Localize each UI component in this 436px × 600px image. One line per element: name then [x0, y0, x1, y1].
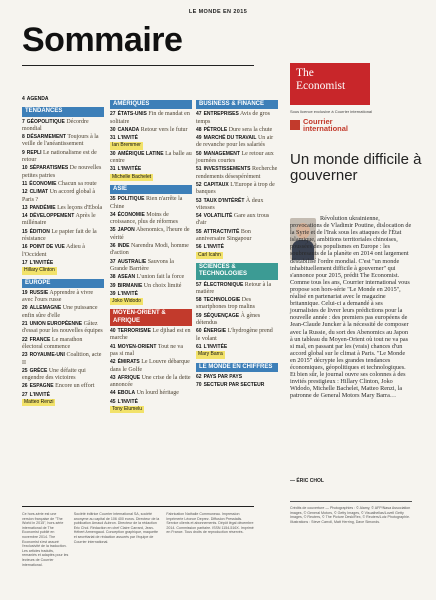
courrier-international-logo	[290, 118, 348, 132]
toc-page-number: 34	[110, 211, 116, 218]
toc-page-number: 22	[22, 336, 28, 343]
toc-item-heading: TERRORISME	[117, 328, 151, 335]
logo-line-2: Economist	[296, 80, 346, 92]
toc-item-heading: L'INVITÉ	[203, 244, 224, 251]
toc-item[interactable]	[196, 313, 278, 328]
toc-page-number: 27	[110, 111, 116, 118]
toc-item[interactable]	[110, 196, 192, 211]
toc-item-text: Narendra Modi, homme d'action	[110, 243, 189, 257]
toc-page-number: 19	[22, 289, 28, 296]
toc-item-text: Décordre mondial	[22, 118, 89, 132]
toc-page-number: 53	[196, 197, 202, 204]
toc-item[interactable]	[196, 213, 278, 228]
toc-page-number: 50	[196, 150, 202, 157]
toc-item[interactable]	[22, 321, 104, 336]
toc-item-text: Un accord global à Paris ?	[22, 189, 96, 203]
toc-item-heading: DÉVELOPPEMENT	[29, 213, 75, 220]
toc-page-number: 38	[110, 274, 116, 281]
toc-page-number: 40	[110, 328, 116, 335]
toc-item-text: Avis de gros temps	[196, 111, 270, 125]
toc-page-number: 61	[196, 343, 202, 350]
toc-item[interactable]	[110, 243, 192, 258]
toc-item[interactable]	[110, 283, 192, 290]
toc-item[interactable]	[22, 305, 104, 320]
toc-page-number: 11	[22, 180, 28, 187]
license-note: Sous licence exclusive à Courrier international	[290, 109, 373, 114]
toc-item[interactable]	[196, 328, 278, 343]
toc-page-number: 54	[196, 213, 202, 220]
toc-page-number: 10	[22, 165, 28, 172]
toc-page-number: 37	[110, 258, 116, 265]
toc-item-heading: L'INVITÉ	[117, 135, 138, 142]
toc-item-text: Le marathon électoral commence	[22, 336, 83, 350]
toc-item-text: Le nationalisme est de retour	[22, 149, 97, 164]
toc-page-number: 35	[110, 196, 116, 203]
toc-item[interactable]	[22, 352, 104, 367]
toc-item-heading: SÉQUENÇAGE	[203, 312, 240, 319]
section-header: MOYEN-ORIENT & AFRIQUE	[110, 309, 192, 326]
toc-item-text: Le djihad est en marche	[110, 328, 191, 342]
section-header: AMÉRIQUES	[110, 100, 192, 109]
toc-page-number: 70	[196, 382, 202, 389]
toc-item-heading: DÉSARMEMENT	[26, 134, 66, 141]
toc-page-number: 51	[196, 166, 202, 173]
toc-item-heading: SÉPARATISMES	[29, 165, 69, 172]
toc-item-heading: L'INVITÉE	[203, 343, 228, 350]
toc-item[interactable]	[22, 189, 104, 204]
toc-item-heading: INDE	[117, 243, 130, 250]
toc-item[interactable]	[110, 227, 192, 242]
toc-item-heading: L'INVITÉ	[117, 398, 138, 405]
toc-page-number: 15	[22, 228, 28, 235]
toc-page-number: 7	[22, 118, 25, 125]
toc-page-number: 45	[110, 398, 116, 405]
toc-item[interactable]	[110, 135, 192, 150]
toc-page-number: 13	[22, 204, 28, 211]
toc-item-heading: MARCHÉ DU TRAVAIL	[203, 135, 257, 142]
toc-item[interactable]	[110, 359, 192, 374]
toc-item[interactable]	[22, 165, 104, 180]
toc-page-number: 31	[110, 135, 116, 142]
toc-item-text: Les leçons d'Ebola	[57, 204, 103, 211]
toc-item[interactable]	[110, 390, 192, 397]
toc-item-heading: UNION EUROPÉENNE	[29, 321, 83, 328]
toc-item[interactable]	[110, 212, 192, 227]
toc-page-number: 26	[22, 383, 28, 390]
toc-item-heading: JAPON	[117, 227, 135, 234]
guest-name: Hillary Clinton	[24, 267, 55, 274]
toc-item-heading: ÉLECTRONIQUE	[203, 281, 244, 288]
toc-item[interactable]	[22, 290, 104, 305]
toc-item-heading: L'INVITÉ	[117, 290, 138, 297]
toc-item[interactable]	[196, 127, 278, 134]
toc-item-heading: VOLATILITÉ	[203, 213, 233, 220]
toc-page-number: 58	[196, 297, 202, 304]
toc-item[interactable]	[196, 244, 278, 259]
toc-column-2	[110, 96, 192, 414]
toc-item-text: Moins de croissance, plus de réformes	[110, 211, 178, 226]
toc-item[interactable]	[22, 150, 104, 165]
toc-item-text: De nouvelles petites patries	[22, 165, 102, 179]
toc-item-heading: PÉTROLE	[203, 126, 228, 133]
guest-name: Carl Icahn	[198, 251, 221, 258]
toc-item-text: Le papier fait de la résistance	[22, 228, 97, 243]
toc-item-text: Adieu à l'Occident	[22, 244, 85, 258]
toc-page-number: 43	[110, 374, 116, 381]
toc-item[interactable]	[22, 119, 104, 134]
toc-item[interactable]	[110, 151, 192, 166]
toc-item[interactable]	[110, 127, 192, 134]
toc-page-number: 39	[110, 282, 116, 289]
toc-item-heading: ESPAGNE	[29, 383, 54, 390]
toc-page-number: 47	[196, 111, 202, 118]
toc-item[interactable]	[196, 151, 278, 166]
toc-page-number: 31	[110, 166, 116, 173]
toc-page-number: 36	[110, 243, 116, 250]
toc-item-text: Bon anniversaire Singapour	[196, 228, 252, 243]
toc-item-text: Des smartphones trop malins	[196, 297, 255, 311]
toc-page-number: 27	[22, 391, 28, 398]
guest-name: Matteo Renzi	[24, 398, 54, 405]
toc-item[interactable]	[196, 166, 278, 181]
toc-item-heading: FRANCE	[29, 336, 51, 343]
toc-page-number: 56	[196, 244, 202, 251]
toc-item-heading: SECTEUR PAR SECTEUR	[203, 382, 265, 389]
toc-item-heading: CLIMAT	[29, 189, 49, 196]
legal-notice	[22, 506, 254, 567]
toc-item[interactable]	[22, 213, 104, 228]
toc-item[interactable]	[110, 344, 192, 359]
toc-item-heading: ÉCONOMIE	[117, 211, 145, 218]
toc-page-number: 41	[110, 343, 116, 350]
toc-item[interactable]	[22, 134, 104, 149]
cover-credits: Crédits de couverture — Photographies : © Alamy, © AFP/Nasa Association images, © General Motors, © Getty Images, © Visualhellas/Lovell Getty Images, © Reuters, © The Picture Desk/Rex, © Reuters/Lutz Photographie. Illustrations : Steve Carroll, Matt Herring, Dave Simonds.	[290, 501, 412, 524]
toc-item[interactable]	[110, 375, 192, 390]
toc-item-text: Retour vers le futur	[140, 126, 188, 133]
toc-item-heading: ALLEMAGNE	[29, 305, 62, 312]
toc-agenda[interactable]	[22, 96, 104, 103]
toc-item-text: Après le millénaire	[22, 213, 96, 227]
toc-item-text: Encore un effort	[55, 383, 95, 390]
toc-page-number: 30	[110, 126, 116, 133]
toc-item-text: L'Europe à trop de banques	[196, 181, 275, 196]
toc-item-text: Apprendre à vivre avec l'ours russe	[22, 289, 94, 304]
toc-item-heading: ÉNERGIE	[203, 328, 227, 335]
toc-item-text: Un choix limité	[143, 282, 182, 289]
editorial-text: Révolution ukrainienne, provocations de Vladimir Poutine, dislocation de la Syrie et de l'Irak sous les attaques de l'État islamique, ambitions territoriales chinoises, poussées des populismes en Europe : les soubresauts de la planète en 2014 ont largement déstabilisé l'ordre mondial. C'est "un monde inhabituellement difficile à gouverner" qui s'annonce pour 2015, prédit The Economist. Comme tous les ans, Courrier international vous propose son hors-série "Le Monde en 2015", réalisé en partenariat avec le magazine britannique. Celui-ci a demandé à ses journalistes de livrer leurs prédictions pour la nouvelle année : des premiers pas européens de Jean-Claude Juncker à la nécessité de composer avec la Russie, du sort des Abenomics au Japon à un tableau du Moyen-Orient où tout ne va pas si mal, en passant par les (vrais) chances d'un accord global sur le climat à Paris. "Le Monde en 2015" décrypte les grandes tendances économiques, géopolitiques et technologiques. Et bien sûr, le journal ouvre ses colonnes à des invités prestigieux : Hillary Clinton, Joko Widodo, Michelle Bachelet, Matteo Renzi, la patronne de General Motors Mary Barra…	[290, 215, 412, 400]
toc-page-number: 44	[110, 390, 116, 397]
toc-page-number: 14	[22, 213, 28, 220]
ci-line-1: Courrier	[303, 117, 333, 126]
section-header: TENDANCES	[22, 107, 104, 116]
toc-item-heading: L'INVITÉE	[117, 166, 142, 173]
toc-item[interactable]	[196, 374, 278, 381]
toc-item-heading: RUSSIE	[29, 289, 49, 296]
toc-item-text: Dure sera la chute	[228, 126, 273, 133]
toc-item-heading: EBOLA	[117, 390, 136, 397]
toc-item-heading: TECHNOLOGIE	[203, 297, 241, 304]
toc-page-number: 21	[22, 321, 28, 328]
toc-item-text: Le retour aux journées courtes	[196, 150, 274, 165]
toc-item-heading: ROYAUME-UNI	[29, 352, 65, 359]
toc-item-heading: L'INVITÉ	[29, 391, 50, 398]
ci-line-2: international	[303, 124, 349, 133]
toc-item-heading: INVESTISSEMENTS	[203, 166, 251, 173]
toc-item-heading: ÉDITION	[29, 228, 50, 235]
toc-item-heading: ATTRACTIVITÉ	[203, 228, 240, 235]
toc-page-number: 4	[22, 96, 25, 102]
toc-item-heading: POLITIQUE	[117, 196, 145, 203]
toc-item[interactable]	[196, 198, 278, 213]
toc-item-text: L'union fait la force	[136, 274, 185, 281]
guest-name: Tony Elumelu	[112, 405, 143, 412]
toc-item-text: Toujours à la veille de l'anéantissement	[22, 134, 99, 148]
toc-page-number: 42	[110, 359, 116, 366]
toc-item-heading: TAUX D'INTÉRÊT	[203, 197, 245, 204]
editorial-signature: — ÉRIC CHOL	[290, 478, 324, 484]
toc-item[interactable]	[22, 260, 104, 275]
toc-item[interactable]	[22, 337, 104, 352]
toc-item[interactable]	[196, 382, 278, 389]
legal-text-3: Fabrication Nathalie Communeau. Impression Imprimerie Léonce Deprez. Diffusion Presstalis. Service clients et abonnements. Dépôt légal décembre 2014. Commission paritaire. ISSN 1154-516X. Imprimé en France. Tous droits de reproduction réservés.	[166, 512, 254, 535]
toc-page-number: 23	[22, 352, 28, 359]
toc-item[interactable]	[22, 181, 104, 188]
toc-item-text: Recherche rendements désespérément	[196, 166, 278, 180]
toc-item-text: Sauvons la Grande Barrière	[110, 258, 174, 272]
toc-item[interactable]	[196, 344, 278, 359]
section-header: LE MONDE EN CHIFFRES	[196, 363, 278, 372]
toc-item-heading: ASEAN	[117, 274, 136, 281]
toc-item[interactable]	[196, 135, 278, 150]
toc-item-heading: GÉOPOLITIQUE	[26, 118, 65, 125]
toc-item[interactable]	[22, 383, 104, 390]
toc-page-number: 49	[196, 135, 202, 142]
toc-item-text: Un lourd héritage	[136, 390, 179, 397]
toc-item-text: Gare aux trous d'air	[196, 213, 270, 227]
toc-page-number: 9	[22, 149, 25, 156]
toc-page-number: 52	[196, 181, 202, 188]
toc-item-text: Coalition, acte II	[22, 352, 102, 366]
toc-page-number: 8	[22, 134, 25, 141]
the-economist-logo	[290, 63, 370, 105]
toc-item-heading: AMÉRIQUE LATINE	[117, 150, 164, 157]
toc-page-number: 35	[110, 227, 116, 234]
toc-item-text: Rien n'arrête la Chine	[110, 196, 183, 210]
toc-item[interactable]	[196, 111, 278, 126]
toc-item[interactable]	[110, 166, 192, 181]
legal-text-2: Société éditrice Courrier international SA, société anonyme au capital de 106 400 euros. Directeur de la publication Arnaud Aubron. Directeur de la rédaction Eric Chol. Rédaction en chef Claire Carrard, Jean-Hébert Armengaud. Conception graphique, maquette et secrétariat de rédaction assurés par l'équipe de Courrier international.	[73, 512, 160, 544]
toc-item-heading: L'INVITÉE	[29, 259, 54, 266]
toc-item-text: Abenomics, l'heure de vérité	[110, 227, 190, 241]
toc-item-heading: AGENDA	[26, 96, 49, 102]
toc-item-text: Un air de revanche pour les salariés	[196, 135, 274, 149]
section-header: SCIENCES & TECHNOLOGIES	[196, 263, 278, 280]
toc-page-number: 62	[196, 373, 202, 380]
section-header: ASIE	[110, 185, 192, 194]
toc-item-text: L'hydrogène prend le volant	[196, 328, 273, 342]
toc-item[interactable]	[110, 259, 192, 274]
toc-item-text: Le Louvre débarque dans le Golfe	[110, 359, 190, 373]
running-header: LE MONDE EN 2015	[188, 9, 248, 15]
toc-item-heading: MOYEN-ORIENT	[117, 343, 157, 350]
toc-item[interactable]	[110, 111, 192, 126]
toc-item[interactable]	[22, 368, 104, 383]
toc-page-number: 17	[22, 259, 28, 266]
legal-text-1: Ce hors-série est une version française de "The World in 2015", hors-série international de The Economist publié en novembre 2014. The Economist s'est assuré l'exclusivité de la traduction. Les articles traduits, remaniés et adaptés pour les lecteurs de Courrier international.	[22, 512, 69, 567]
toc-item-heading: ÉCONOMIE	[29, 180, 57, 187]
toc-item-text: À gènes détendus	[196, 312, 261, 327]
toc-item-text: Fin de mandat en solitaire	[110, 111, 190, 125]
toc-item-text: À deux vitesses	[196, 197, 264, 211]
section-header: EUROPE	[22, 279, 104, 288]
toc-item-heading: AUSTRALIE	[117, 258, 147, 265]
toc-page-number: 20	[22, 305, 28, 312]
toc-item-text: La balle au centre	[110, 150, 192, 165]
toc-item[interactable]	[110, 291, 192, 306]
toc-item-heading: CAPITAUX	[203, 181, 229, 188]
title-rule	[22, 65, 254, 66]
logo-line-1: The	[296, 67, 314, 79]
toc-item-heading: GRÈCE	[29, 367, 48, 374]
toc-page-number: 59	[196, 312, 202, 319]
editorial-title: Un monde difficile à gouverner	[290, 151, 422, 184]
toc-item[interactable]	[22, 244, 104, 259]
toc-item-text: Gâtez d'essai pour les nouvelles équipes	[22, 321, 103, 335]
section-header: BUSINESS & FINANCE	[196, 100, 278, 109]
toc-item-text: Une défaite qui engendre des victoires	[22, 367, 86, 382]
toc-page-number: 16	[22, 244, 28, 251]
toc-item-text: Une puissance enfin sûre d'elle	[22, 305, 98, 319]
toc-page-number: 12	[22, 189, 28, 196]
toc-page-number: 48	[196, 126, 202, 133]
toc-column-1	[22, 96, 104, 407]
guest-name: Michelle Bachelet	[112, 173, 152, 180]
toc-item[interactable]	[110, 274, 192, 281]
toc-item[interactable]	[110, 328, 192, 343]
toc-item[interactable]	[22, 392, 104, 407]
guest-name: Joko Widodo	[112, 298, 141, 305]
toc-item-heading: PANDÉMIE	[29, 204, 56, 211]
toc-page-number: 60	[196, 328, 202, 335]
toc-item-heading: POINT DE VUE	[29, 244, 65, 251]
toc-page-number: 55	[196, 228, 202, 235]
toc-item[interactable]	[196, 297, 278, 312]
toc-item-heading: BIRMANIE	[117, 282, 143, 289]
toc-page-number: 39	[110, 290, 116, 297]
toc-page-number: 57	[196, 281, 202, 288]
toc-item-heading: REPLI	[26, 149, 42, 156]
toc-item[interactable]	[22, 229, 104, 244]
toc-item-text: Tout ne va pas si mal	[110, 343, 184, 357]
guest-name: Mary Barra	[198, 351, 223, 358]
toc-item[interactable]	[110, 399, 192, 414]
toc-item-heading: PAYS PAR PAYS	[203, 373, 243, 380]
toc-column-3	[196, 96, 278, 390]
toc-item[interactable]	[196, 282, 278, 297]
toc-item-text: Chacun sa route	[58, 180, 97, 187]
toc-item-heading: ENTREPRISES	[203, 111, 239, 118]
toc-item[interactable]	[22, 205, 104, 212]
toc-page-number: 25	[22, 367, 28, 374]
toc-item[interactable]	[196, 182, 278, 197]
page-title: Sommaire	[22, 21, 183, 59]
toc-item[interactable]	[196, 229, 278, 244]
toc-item-text: Une crise de la dette annoncée	[110, 374, 191, 389]
toc-item-heading: ÉTATS-UNIS	[117, 111, 147, 118]
toc-item-text: Retour à la matière	[196, 281, 272, 295]
toc-item-heading: CANADA	[117, 126, 140, 133]
courrier-logo-icon	[290, 120, 300, 130]
toc-item-heading: AFRIQUE	[117, 374, 141, 381]
toc-page-number: 30	[110, 150, 116, 157]
toc-item-heading: MANAGEMENT	[203, 150, 240, 157]
toc-item-heading: ÉMIRATS	[117, 359, 140, 366]
guest-name: Ian Bremmer	[112, 142, 141, 149]
